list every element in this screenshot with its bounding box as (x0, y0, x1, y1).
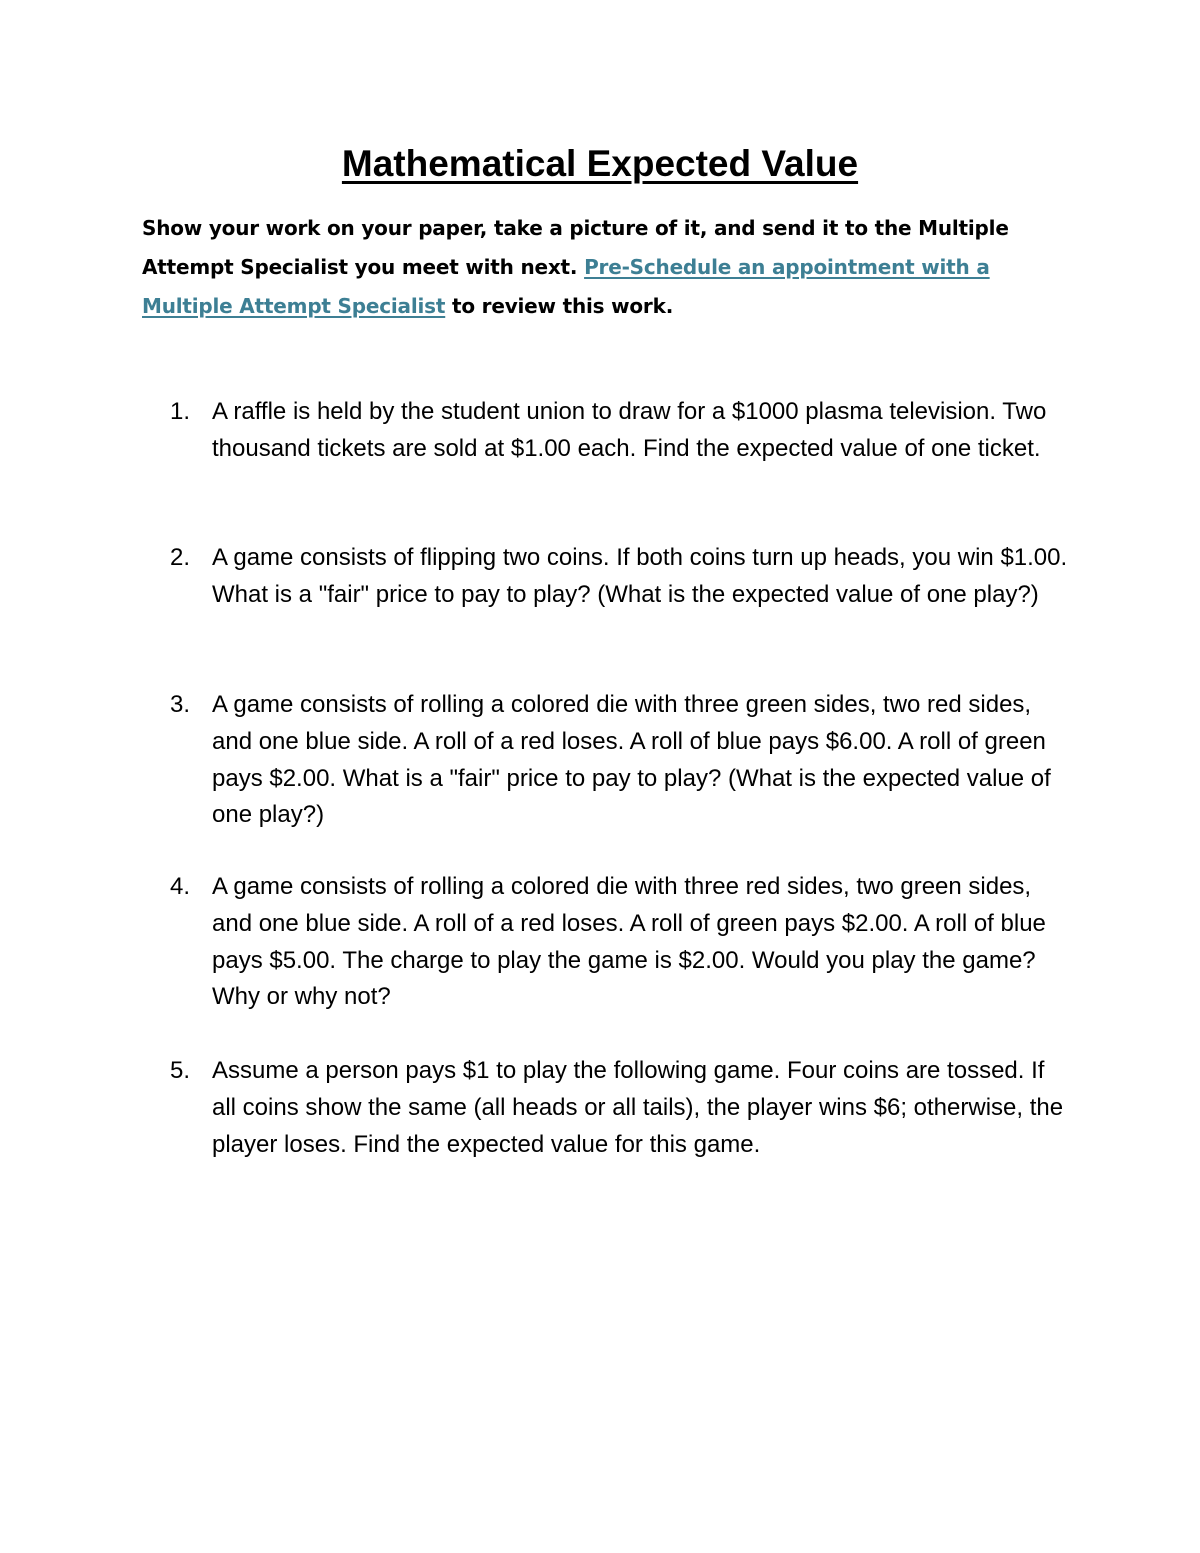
instructions-text: Show your work on your paper, take a picture of it, and send it to the Multiple Attempt Specialist you meet with next. (142, 216, 1009, 279)
question-item (170, 687, 1070, 834)
instructions-paragraph (142, 209, 1042, 326)
question-text: A raffle is held by the student union to draw for a $1000 plasma television. Two thousand tickets are sold at $1.00 each. Find the expected value of one ticket. (212, 398, 1047, 462)
page-title-text: Mathematical Expected Value (341, 143, 859, 184)
page-title (0, 140, 1200, 188)
question-item (170, 394, 1070, 468)
schedule-appointment-link[interactable]: Pre-Schedule an appointment with a Multiple Attempt Specialist (142, 255, 990, 318)
question-number: 3. (170, 691, 191, 718)
question-item (170, 540, 1070, 614)
question-number: 2. (170, 544, 191, 571)
question-number: 5. (170, 1057, 191, 1084)
question-text: A game consists of rolling a colored die with three red sides, two green sides, and one blue side. A roll of a red loses. A roll of green pays $2.00. A roll of blue pays $5.00. The charge to play the game is $2.00. Would you play the game? Why or why not? (212, 873, 1046, 1011)
question-item (170, 869, 1070, 1016)
question-number: 1. (170, 398, 191, 425)
instructions-text-end: to review this work. (445, 294, 674, 318)
question-item (170, 1053, 1070, 1163)
question-number: 4. (170, 873, 191, 900)
question-text: A game consists of rolling a colored die with three green sides, two red sides, and one blue side. A roll of a red loses. A roll of blue pays $6.00. A roll of green pays $2.00. What is a "fair" price to pay to play? (What is the expected value of one play?) (212, 691, 1051, 829)
question-text: A game consists of flipping two coins. If both coins turn up heads, you win $1.00. What is a "fair" price to pay to play? (What is the expected value of one play?) (212, 544, 1068, 608)
question-text: Assume a person pays $1 to play the following game. Four coins are tossed. If all coins show the same (all heads or all tails), the player wins $6; otherwise, the player loses. Find the expected value for this game. (212, 1057, 1064, 1158)
